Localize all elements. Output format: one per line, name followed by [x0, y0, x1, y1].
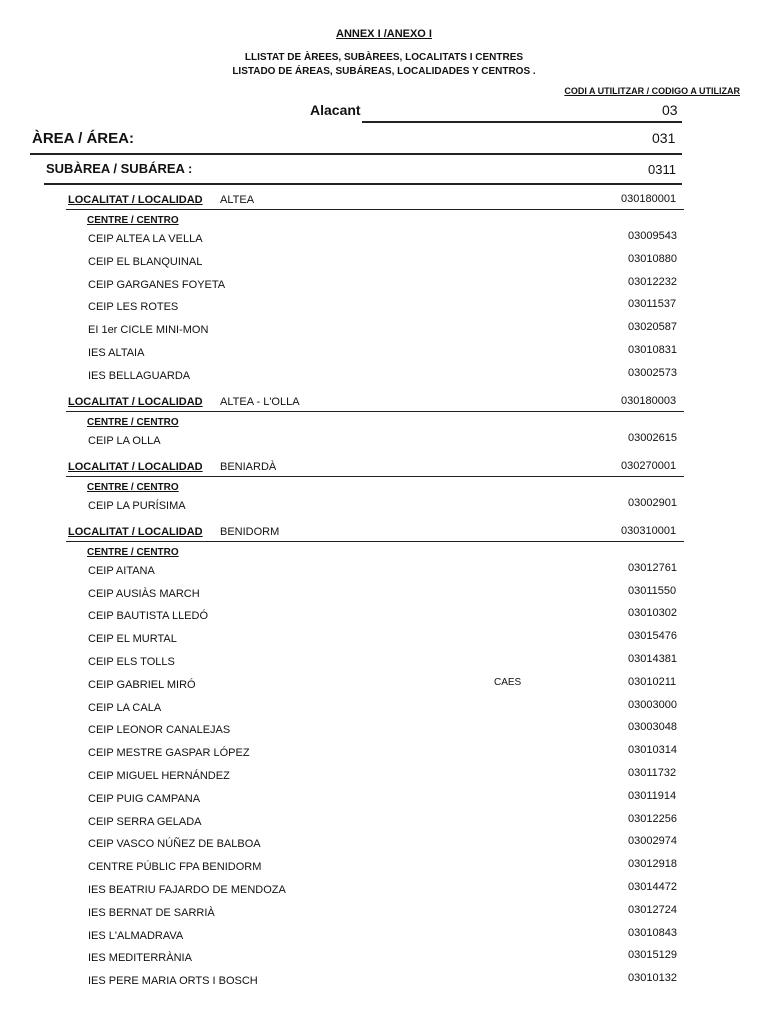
locality-code: 030270001	[621, 459, 677, 472]
school-name: CEIP VASCO NÚÑEZ DE BALBOA	[88, 838, 261, 851]
school-code: 03012724	[628, 903, 677, 916]
school-code: 03010843	[628, 926, 677, 939]
subarea-divider	[44, 183, 682, 185]
locality-name: BENIARDÀ	[220, 460, 277, 473]
locality-name: ALTEA - L'OLLA	[220, 395, 300, 408]
document-title: ANNEX I /ANEXO I	[336, 28, 432, 40]
locality-divider	[66, 209, 684, 210]
school-name: IES BELLAGUARDA	[88, 369, 191, 382]
school-code: 03014381	[628, 653, 677, 665]
locality-label: LOCALITAT / LOCALIDAD	[68, 460, 203, 473]
school-name: CEIP ELS TOLLS	[88, 656, 175, 668]
locality-divider	[66, 411, 684, 412]
school-code: 03020587	[628, 321, 677, 334]
school-name: CEIP AITANA	[88, 564, 155, 577]
school-name: CENTRE PÚBLIC FPA BENIDORM	[88, 861, 262, 874]
school-code: 03012761	[628, 561, 677, 574]
locality-code: 030310001	[621, 524, 677, 537]
locality-label: LOCALITAT / LOCALIDAD	[68, 395, 203, 408]
school-code: 03003000	[628, 698, 677, 711]
school-code: 03010831	[628, 344, 677, 356]
document-subtitle-ca: LLISTAT DE ÀREES, SUBÀREES, LOCALITATS I CENTRES	[244, 52, 524, 63]
school-name: CEIP SERRA GELADA	[88, 815, 202, 828]
school-code: 03014472	[628, 881, 677, 893]
school-code: 03015129	[628, 949, 677, 962]
document-subtitle-es: LISTADO DE ÁREAS, SUBÁREAS, LOCALIDADES Y CENTROS .	[232, 66, 536, 77]
school-name: CEIP ALTEA LA VELLA	[88, 233, 203, 245]
centre-label: CENTRE / CENTRO	[87, 416, 179, 428]
school-name: CEIP LA CALA	[88, 701, 162, 714]
locality-divider	[66, 541, 684, 542]
locality-code: 030180001	[621, 193, 677, 205]
area-label: ÀREA / ÁREA:	[32, 130, 134, 147]
locality-code: 030180003	[621, 394, 677, 407]
school-name: CEIP EL MURTAL	[88, 633, 177, 646]
school-name: IES BERNAT DE SARRIÀ	[88, 906, 215, 919]
school-name: CEIP MESTRE GASPAR LÓPEZ	[88, 747, 250, 760]
school-name: IES L'ALMADRAVA	[88, 929, 184, 942]
province-name: Alacant	[310, 102, 361, 118]
school-name: CEIP PUIG CAMPANA	[88, 792, 201, 805]
school-code: 03012918	[628, 858, 677, 871]
locality-name: BENIDORM	[220, 525, 280, 538]
area-code: 031	[652, 130, 676, 146]
school-code: 03011732	[628, 767, 677, 779]
centre-label: CENTRE / CENTRO	[87, 546, 179, 558]
locality-label: LOCALITAT / LOCALIDAD	[68, 194, 203, 206]
locality-name: ALTEA	[220, 194, 255, 206]
locality-divider	[66, 476, 684, 477]
school-name: CEIP GABRIEL MIRÓ	[88, 678, 196, 691]
school-note: CAES	[494, 676, 522, 688]
school-code: 03010211	[628, 675, 677, 688]
school-code: 03011914	[628, 789, 677, 802]
school-code: 03015476	[628, 630, 677, 643]
subarea-code: 0311	[648, 162, 676, 177]
centre-label: CENTRE / CENTRO	[87, 481, 179, 493]
school-code: 03010132	[628, 972, 677, 985]
school-code: 03011550	[628, 584, 677, 597]
school-name: CEIP GARGANES FOYETA	[88, 278, 226, 291]
school-code: 03010314	[628, 744, 677, 757]
centre-label: CENTRE / CENTRO	[87, 215, 179, 226]
school-name: IES PERE MARIA ORTS I BOSCH	[88, 975, 258, 988]
school-code: 03002901	[628, 496, 677, 509]
school-code: 03003048	[628, 721, 677, 734]
school-name: CEIP EL BLANQUINAL	[88, 255, 203, 268]
school-code: 03010880	[628, 252, 677, 265]
school-name: CEIP LES ROTES	[88, 301, 179, 314]
area-divider	[30, 153, 682, 155]
school-name: CEIP AUSIÀS MARCH	[88, 587, 200, 600]
province-divider	[362, 121, 682, 123]
school-name: IES MEDITERRÀNIA	[88, 952, 192, 965]
school-code: 03002974	[628, 835, 677, 848]
school-code: 03011537	[628, 298, 677, 311]
school-code: 03010302	[628, 607, 677, 620]
school-code: 03002615	[628, 431, 677, 444]
province-code: 03	[662, 102, 678, 118]
locality-label: LOCALITAT / LOCALIDAD	[68, 525, 203, 538]
school-name: CEIP LA OLLA	[88, 434, 161, 447]
school-name: CEIP LA PURÍSIMA	[88, 499, 186, 512]
school-name: CEIP MIGUEL HERNÁNDEZ	[88, 770, 230, 782]
school-name: EI 1er CICLE MINI-MON	[88, 324, 209, 337]
school-name: IES ALTAIA	[88, 347, 145, 359]
school-code: 03009543	[628, 230, 677, 242]
code-column-header: CODI A UTILITZAR / CODIGO A UTILIZAR	[564, 86, 740, 96]
school-name: IES BEATRIU FAJARDO DE MENDOZA	[88, 884, 286, 896]
school-code: 03012232	[628, 275, 677, 288]
school-name: CEIP LEONOR CANALEJAS	[88, 724, 231, 737]
school-name: CEIP BAUTISTA LLEDÓ	[88, 610, 209, 623]
subarea-label: SUBÀREA / SUBÁREA :	[46, 161, 193, 176]
school-code: 03002573	[628, 366, 677, 379]
school-code: 03012256	[628, 812, 677, 825]
